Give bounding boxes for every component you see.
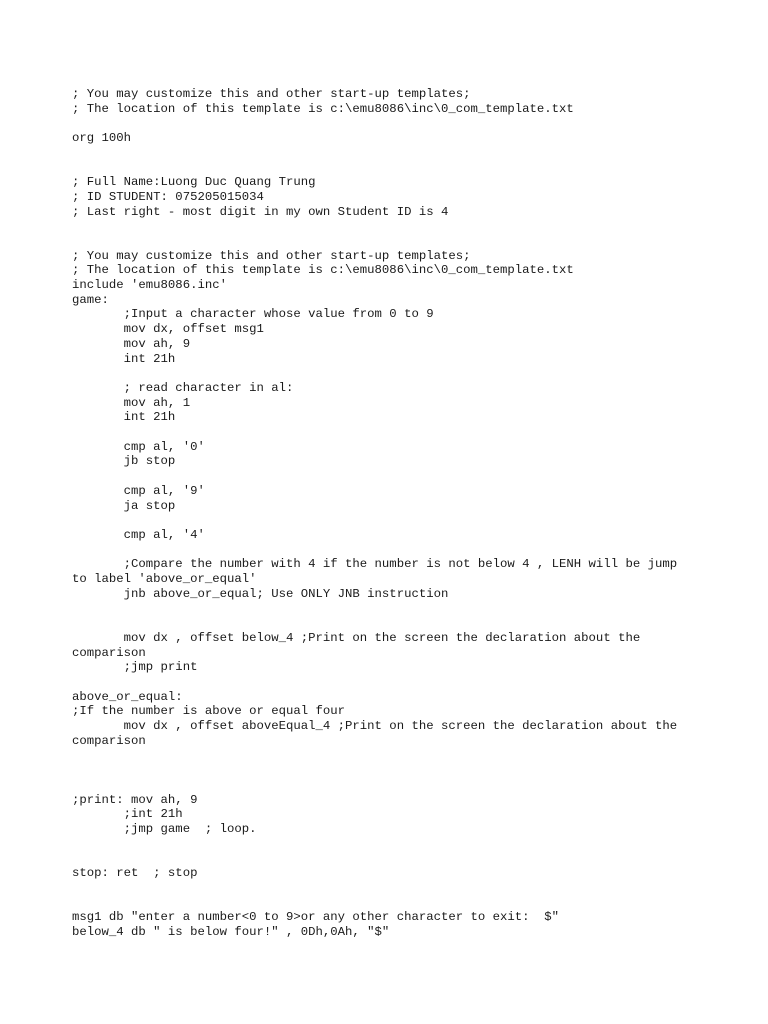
code-line: ; You may customize this and other start-up templates;: [72, 87, 471, 101]
code-line: ;Compare the number with 4 if the number is not below 4 , LENH will be jump to label 'above_or_equal': [72, 557, 685, 587]
code-line: ; The location of this template is c:\emu8086\inc\0_com_template.txt: [72, 101, 574, 116]
code-line: [72, 763, 694, 778]
code-line: ; The location of this template is c:\emu8086\inc\0_com_template.txt: [72, 263, 574, 278]
code-line: [72, 601, 694, 616]
code-line: include 'emu8086.inc': [72, 278, 227, 293]
code-line: [72, 425, 694, 440]
code-line: ; read character in al:: [72, 380, 294, 395]
code-line: org 100h: [72, 131, 132, 146]
code-line: [72, 513, 694, 528]
code-line: mov dx , offset aboveEqual_4 ;Print on the screen the declaration about the comparison: [72, 719, 685, 748]
code-line: [72, 146, 694, 161]
code-line: ;If the number is above or equal four: [72, 704, 346, 719]
code-line: [72, 469, 694, 484]
code-line: ;jmp print: [72, 660, 198, 675]
code-line: msg1 db "enter a number<0 to 9>or any other character to exit: $": [72, 910, 560, 925]
code-line: [72, 366, 694, 381]
code-line: ;jmp game ; loop.: [72, 821, 257, 836]
code-line: [72, 116, 694, 131]
code-line: [72, 219, 694, 234]
code-line: ;int 21h: [72, 807, 183, 822]
code-line: [72, 837, 694, 852]
code-line: above_or_equal:: [72, 689, 183, 704]
code-line: below_4 db " is below four!" , 0Dh,0Ah, "$": [72, 924, 390, 939]
code-line: [72, 675, 694, 690]
code-line: cmp al, '9': [72, 483, 205, 498]
code-line: [72, 234, 694, 249]
assembly-code-listing: [72, 87, 694, 939]
code-line: cmp al, '0': [72, 439, 205, 454]
code-line: ;Input a character whose value from 0 to 9: [72, 307, 434, 322]
code-line: ; Last right - most digit in my own Student ID is 4: [72, 204, 449, 219]
code-line: stop: ret ; stop: [72, 865, 198, 880]
code-line: [72, 543, 694, 558]
code-line: ja stop: [72, 498, 176, 513]
code-line: [72, 748, 694, 763]
code-line: ; You may customize this and other start-up templates;: [72, 248, 471, 263]
code-line: jnb above_or_equal; Use ONLY JNB instruction: [72, 586, 449, 601]
code-line: [72, 895, 694, 910]
code-line: game:: [72, 292, 109, 307]
code-line: mov dx , offset below_4 ;Print on the screen the declaration about the comparison: [72, 630, 648, 660]
code-line: mov ah, 9: [72, 336, 191, 351]
code-line: int 21h: [72, 410, 176, 425]
code-line: [72, 778, 694, 793]
code-line: [72, 851, 694, 866]
code-line: int 21h: [72, 351, 176, 366]
code-line: ; ID STUDENT: 075205015034: [72, 189, 264, 204]
code-line: [72, 616, 694, 631]
code-line: mov ah, 1: [72, 395, 191, 410]
code-line: [72, 160, 694, 175]
code-line: mov dx, offset msg1: [72, 322, 264, 337]
code-line: ; Full Name:Luong Duc Quang Trung: [72, 175, 316, 190]
code-line: jb stop: [72, 454, 176, 469]
code-line: [72, 881, 694, 896]
code-line: cmp al, '4': [72, 527, 205, 542]
code-line: ;print: mov ah, 9: [72, 792, 198, 807]
